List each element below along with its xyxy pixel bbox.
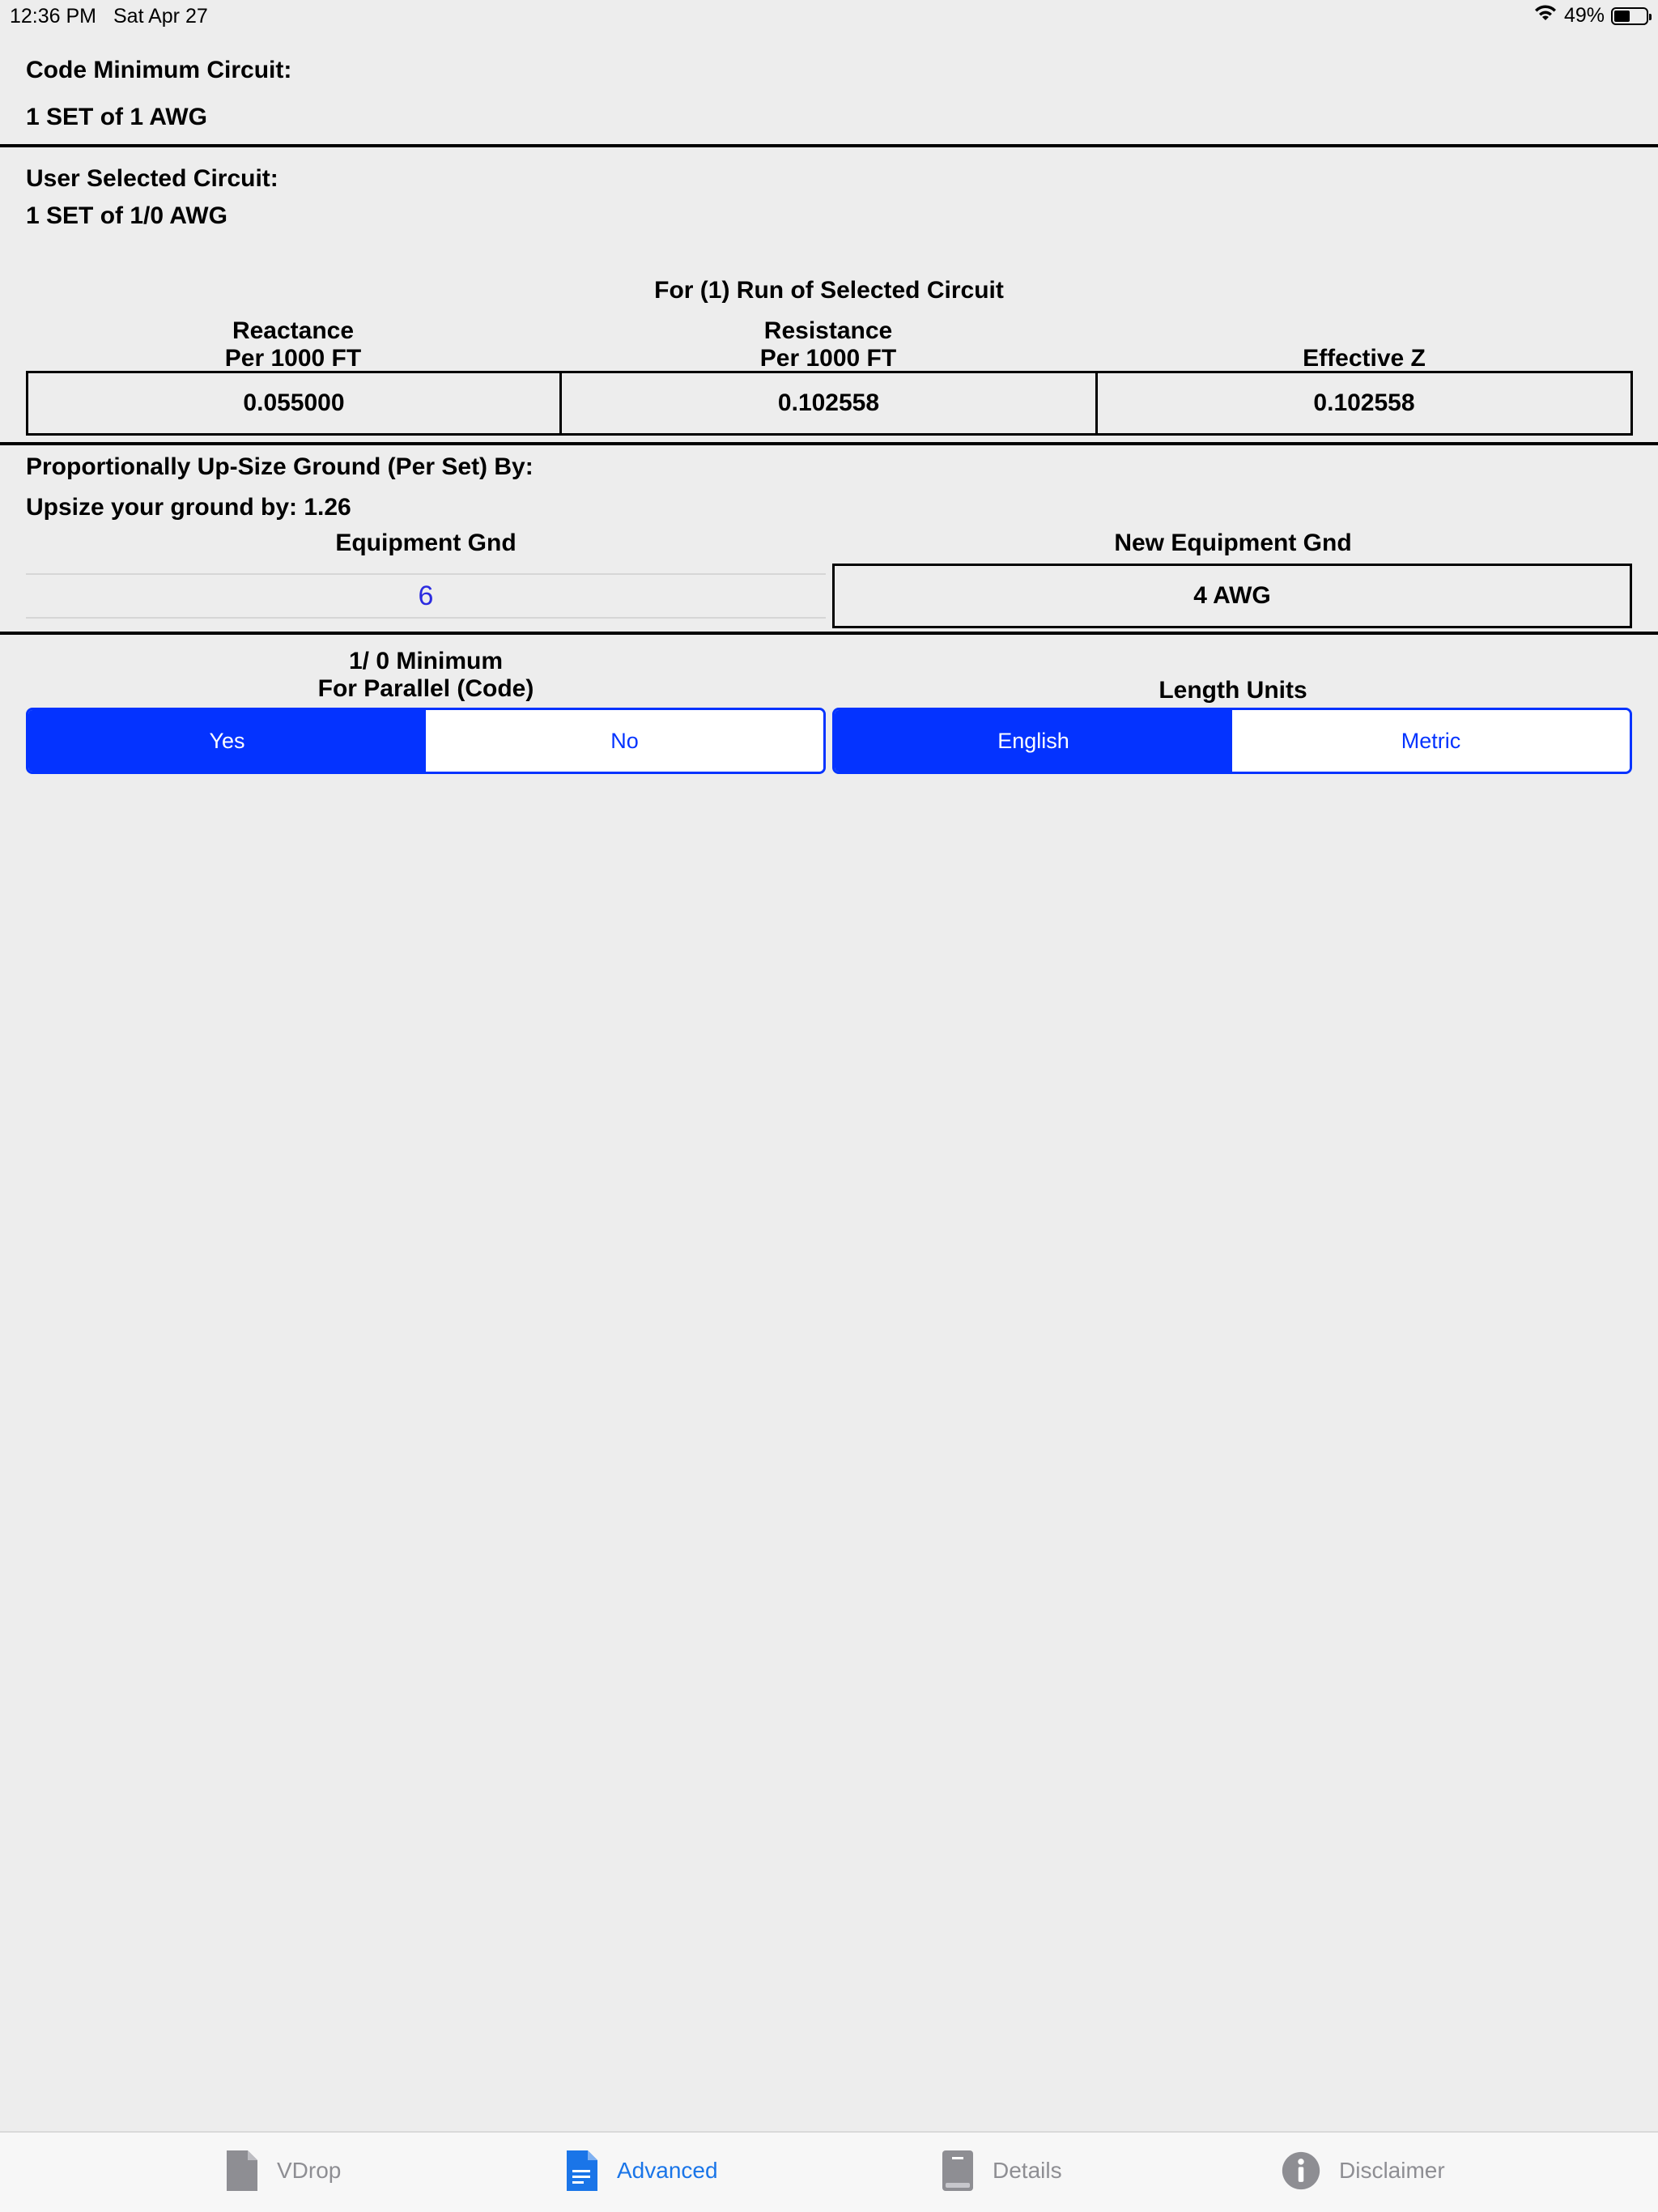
code-minimum-value: 1 SET of 1 AWG — [26, 104, 207, 130]
parallel-label-line2: For Parallel (Code) — [317, 675, 534, 702]
section-divider — [0, 442, 1658, 445]
tab-advanced-label: Advanced — [617, 2158, 718, 2183]
length-units-segmented-control[interactable] — [832, 708, 1632, 774]
battery-level — [1614, 11, 1630, 22]
parallel-label-line1: 1/ 0 Minimum — [348, 648, 504, 674]
parallel-yes-segment[interactable]: Yes — [28, 710, 426, 772]
battery-percent: 49% — [1563, 4, 1605, 27]
length-units-label: Length Units — [1158, 677, 1307, 704]
run-section-title: For (1) Run of Selected Circuit — [654, 277, 1004, 304]
user-selected-value: 1 SET of 1/0 AWG — [26, 202, 227, 229]
tab-advanced[interactable] — [565, 2149, 718, 2193]
section-divider — [0, 632, 1658, 635]
equipment-gnd-label: Equipment Gnd — [335, 530, 517, 556]
tab-disclaimer-label: Disclaimer — [1339, 2158, 1445, 2183]
effective-z-label: Effective Z — [1303, 345, 1426, 372]
info-icon — [1281, 2149, 1321, 2193]
section-divider — [0, 144, 1658, 147]
user-selected-label: User Selected Circuit: — [26, 165, 278, 192]
resistance-value: 0.102558 — [559, 371, 1098, 436]
tab-details[interactable] — [941, 2149, 1062, 2193]
resistance-label-line1: Resistance — [763, 317, 893, 344]
reactance-label-line1: Reactance — [232, 317, 355, 344]
length-units-metric-segment[interactable]: Metric — [1232, 710, 1630, 772]
new-equipment-gnd-value: 4 AWG — [832, 564, 1632, 628]
parallel-no-segment[interactable]: No — [426, 710, 823, 772]
wifi-icon — [1533, 3, 1558, 28]
resistance-label — [560, 317, 1096, 372]
parallel-segmented-control[interactable] — [26, 708, 826, 774]
status-bar — [0, 0, 1658, 32]
code-minimum-label: Code Minimum Circuit: — [26, 57, 292, 83]
effective-z-value: 0.102558 — [1095, 371, 1633, 436]
tab-bar — [0, 2131, 1658, 2212]
book-icon — [941, 2149, 975, 2193]
reactance-label-line2: Per 1000 FT — [224, 345, 362, 372]
status-time: 12:36 PM — [10, 5, 97, 28]
document-icon — [225, 2149, 259, 2193]
tab-disclaimer[interactable] — [1281, 2149, 1445, 2193]
reactance-value: 0.055000 — [26, 371, 562, 436]
parallel-label — [26, 648, 826, 703]
upsize-text: Upsize your ground by: 1.26 — [26, 494, 351, 521]
status-indicators — [1533, 3, 1648, 28]
tab-vdrop[interactable] — [225, 2149, 341, 2193]
tab-details-label: Details — [993, 2158, 1062, 2183]
ground-title: Proportionally Up-Size Ground (Per Set) By: — [26, 453, 534, 480]
battery-icon — [1611, 7, 1648, 25]
status-date: Sat Apr 27 — [113, 5, 208, 28]
document-text-icon — [565, 2149, 599, 2193]
new-equipment-gnd-label: New Equipment Gnd — [1114, 530, 1352, 556]
equipment-gnd-picker[interactable]: 6 — [26, 573, 826, 619]
tab-vdrop-label: VDrop — [277, 2158, 342, 2183]
length-units-english-segment[interactable]: English — [835, 710, 1232, 772]
reactance-label — [26, 317, 560, 372]
resistance-label-line2: Per 1000 FT — [759, 345, 897, 372]
